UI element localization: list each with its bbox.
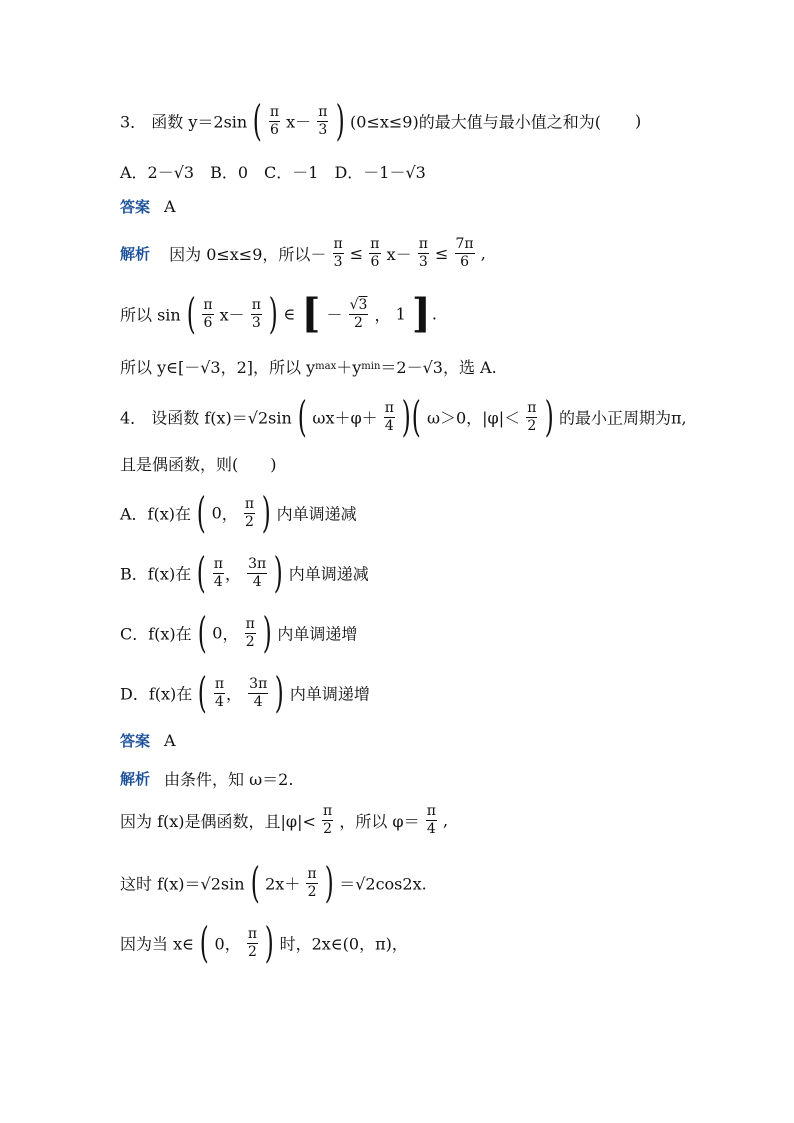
fraction: $\frac{\pi}{3}$ — [251, 296, 261, 331]
fraction: $\frac{\pi}{3}$ — [418, 236, 428, 270]
q3-analysis-1: 解析 因为 0≤x≤9，所以－ $\frac{\pi}{3}$ ≤ $\frac{\pi}{6}$ x－ $\frac{\pi}{3}$ ≤ $\frac{7\pi}{6}$ , — [120, 236, 486, 270]
q3-answer: 答案 A — [120, 197, 176, 216]
fraction: $\frac{\pi}{3}$ — [318, 103, 328, 138]
fraction: $\frac{3\pi}{4}$ — [249, 675, 268, 710]
fraction: $\frac{\pi}{4}$ — [426, 803, 436, 837]
q3-analysis-2: 所以 sin ( $\frac{\pi}{6}$ x－ $\frac{\pi}{3}$ ) ∈ [ － $\frac{√3}{2}$ ， 1 ]. — [120, 289, 437, 338]
fraction: $\frac{\pi}{4}$ — [384, 399, 394, 434]
q3-options: A．2－√3 B．0 C．－1 D．－1－√3 — [120, 163, 426, 182]
fraction: $\frac{7\pi}{6}$ — [455, 236, 474, 270]
fraction: $\frac{\pi}{6}$ — [269, 103, 280, 138]
fraction: $\frac{\pi}{6}$ — [203, 296, 213, 331]
fraction: $\frac{\pi}{2}$ — [307, 865, 317, 900]
fraction: $\frac{\pi}{2}$ — [247, 925, 258, 960]
q4-analysis-1: 解析 由条件，知 ω＝2. — [120, 770, 294, 789]
q4-option-a: A．f(x)在 ( 0， $\frac{\pi}{2}$ ) 内单调递减 — [120, 488, 357, 537]
q3-analysis-3: 所以 y∈[－√3，2]，所以 ymax＋ymin＝2－√3，选 A. — [120, 358, 497, 377]
q4-analysis-4: 因为当 x∈ ( 0， $\frac{\pi}{2}$ ) 时，2x∈(0，π)， — [120, 918, 408, 967]
q4-stem-line2: 且是偶函数，则( ) — [120, 455, 277, 474]
fraction: $\frac{\pi}{6}$ — [370, 236, 380, 270]
fraction: $\frac{\pi}{4}$ — [214, 675, 225, 710]
fraction: $\frac{\pi}{2}$ — [245, 615, 255, 650]
fraction: $\frac{\pi}{4}$ — [213, 555, 223, 590]
q4-stem: 4． 设函数 f(x)＝√2sin ( ωx＋φ＋ $\frac{\pi}{4}$ )( ω＞0，|φ|＜ $\frac{\pi}{2}$ ) 的最小正周期为π, — [120, 392, 687, 441]
fraction: $\frac{\pi}{2}$ — [244, 495, 255, 530]
q4-option-d: D．f(x)在 ( $\frac{\pi}{4}$ ， $\frac{3\pi}{4}$ ) 内单调递增 — [120, 668, 370, 717]
q4-analysis-2: 因为 f(x)是偶函数，且|φ|< $\frac{\pi}{2}$ ，所以 φ＝ $\frac{\pi}{4}$ , — [120, 803, 449, 837]
fraction: $\frac{√3}{2}$ — [349, 296, 368, 331]
q3-stem: 3． 函数 y＝2sin ( $\frac{\pi}{6}$ x－ $\frac{\pi}{3}$ ) (0≤x≤9)的最大值与最小值之和为( ) — [120, 96, 642, 145]
fraction: $\frac{\pi}{2}$ — [323, 803, 333, 837]
fraction: $\frac{3\pi}{4}$ — [248, 555, 267, 590]
q4-answer: 答案 A — [120, 731, 176, 750]
fraction: $\frac{\pi}{3}$ — [333, 236, 343, 270]
q4-analysis-3: 这时 f(x)＝√2sin ( 2x＋ $\frac{\pi}{2}$ ) ＝√2cos2x. — [120, 858, 427, 907]
q4-option-b: B．f(x)在 ( $\frac{\pi}{4}$ ， $\frac{3\pi}{4}$ ) 内单调递减 — [120, 548, 369, 597]
fraction: $\frac{\pi}{2}$ — [527, 399, 537, 434]
q4-option-c: C．f(x)在 ( 0， $\frac{\pi}{2}$ ) 内单调递增 — [120, 608, 358, 657]
